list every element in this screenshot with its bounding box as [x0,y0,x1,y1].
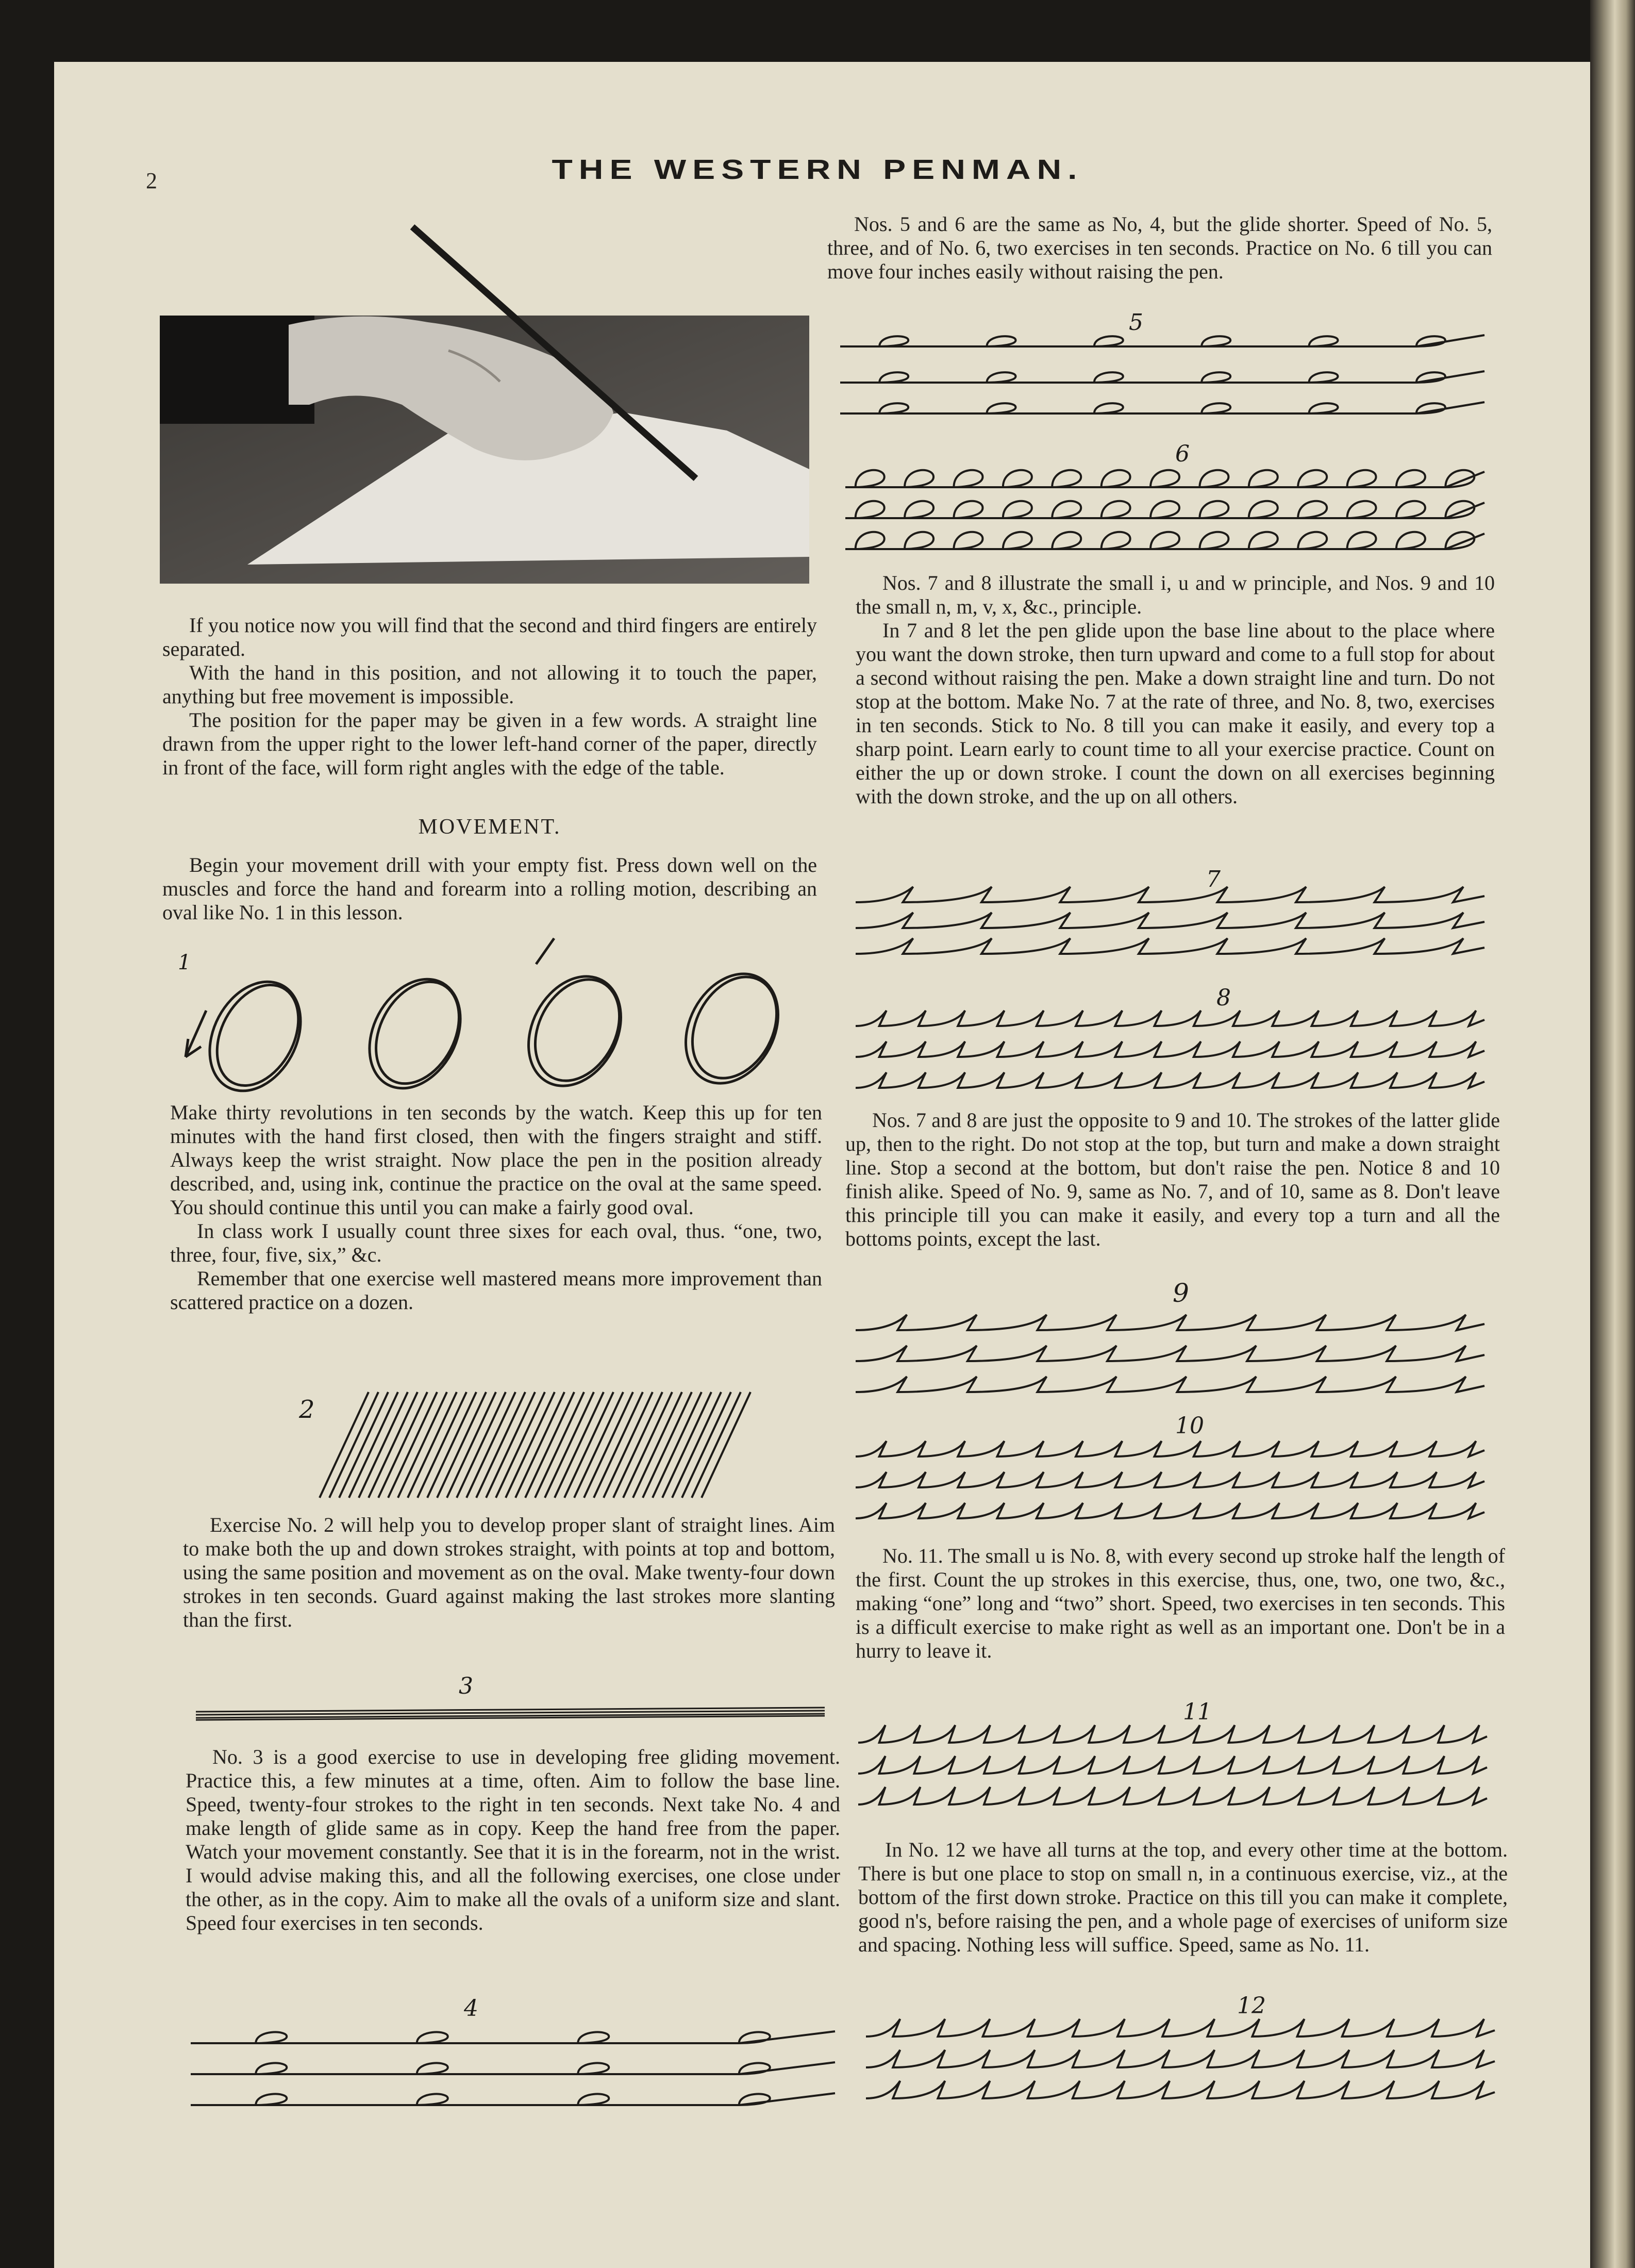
exercise-6-row [845,501,1484,518]
hand-pen-photo [160,227,809,585]
exercise-8-strokes [856,980,1495,1098]
after-ovals-paragraph-2: In class work I usually count three sixes for each oval, thus. “one, two, three, four, five, six,” &c. [170,1219,822,1266]
movement-heading: MOVEMENT. [418,815,561,839]
exercise-10-row [856,1441,1484,1456]
exercise-8-row [856,1011,1484,1026]
no-12-text: In No. 12 we have all turns at the top, and every other time at the bottom. There is but one place to stop on small n, in a continuous exercise, viz., at the bottom of the first down stroke. Practice on this till you can make it complete, good n's, before raising the pen, and a whole page of exercises of uniform size and spacing. Nothing less will suffice. Speed, same as No. 11. [858,1838,1508,1956]
exercise-12-row [866,2081,1495,2098]
page-number: 2 [146,168,157,193]
no-12-paragraph [858,1838,1508,1957]
exercise-2-slant-strokes [289,1387,753,1505]
exercise-11-row [858,1756,1487,1774]
exercise-12-row [866,2019,1495,2037]
exercise-4-row [191,2031,835,2043]
exercise-5-row [840,335,1484,346]
nos-7-8-paragraphs [856,571,1495,808]
exercise-11-label: 11 [1183,1699,1212,1725]
exercise-8-label: 8 [1216,985,1231,1011]
intro-paragraph-1: If you notice now you will find that the second and third fingers are entirely separated. [162,614,817,660]
exercise-6-row [845,470,1484,487]
exercise-2-paragraph [183,1513,835,1632]
exercise-9-row [856,1346,1484,1361]
nos-7-8-text-1: Nos. 7 and 8 illustrate the small i, u and w principle, and Nos. 9 and 10 the small n, m, v, x, &c., principle. [856,571,1495,618]
exercise-5-ovals [840,304,1490,428]
exercise-2-text: Exercise No. 2 will help you to develop proper slant of straight lines. Aim to make both the up and down strokes straight, with points at top and bottom, using the same position and movement as on the oval. Make twenty-four down strokes in ten seconds. Guard against making the last strokes more slanting than the first. [183,1513,835,1631]
exercise-6-ovals [845,441,1490,554]
exercise-12-row [866,2050,1495,2067]
exercise-8-row [856,1041,1484,1057]
exercise-9-row [856,1315,1484,1330]
masthead-title: THE WESTERN PENMAN. [552,153,1083,185]
exercise-11-row [858,1787,1487,1805]
exercise-3-glide-lines [196,1670,830,1727]
exercise-1-ovals [175,933,820,1098]
exercise-9-label: 9 [1173,1278,1189,1308]
exercise-9-row [856,1377,1484,1392]
after-ovals-paragraphs [170,1101,822,1314]
exercise-6-row [845,532,1484,549]
exercise-4-gliding-ovals [191,1995,840,2124]
nos-7-8-opposite-paragraph [845,1108,1500,1251]
exercise-7-strokes [856,861,1495,969]
slant-strokes [320,1392,750,1498]
exercise-10-row [856,1503,1484,1518]
exercise-9-strokes [856,1279,1495,1408]
exercise-7-row [856,887,1484,902]
exercise-10-label: 10 [1175,1413,1204,1439]
after-ovals-paragraph-1: Make thirty revolutions in ten seconds by the watch. Keep this up for ten minutes with the hand first closed, then with the fingers straight and stiff. Always keep the wrist straight. Now place the pen in the position already described, and, using ink, continue the practice on the oval at the same speed. You should continue this until you can make a fairly good oval. [170,1101,822,1219]
exercise-2-label: 2 [299,1395,315,1424]
exercise-3-label: 3 [459,1673,473,1699]
nos-5-6-paragraph [827,212,1492,284]
after-ovals-paragraph-3: Remember that one exercise well mastered means more improvement than scattered practice on a dozen. [170,1267,822,1314]
intro-paragraphs [162,614,817,780]
exercise-11-strokes [858,1696,1503,1815]
no-11-text: No. 11. The small u is No. 8, with every second up stroke half the length of the first. Count the up strokes in this exercise, thus, one, two, one two, &c., making “one” long and “two” short. Speed, two exercises in ten seconds. This is a difficult exercise to make right as well as an important one. Don't be in a hurry to leave it. [856,1544,1505,1662]
exercise-7-row [856,938,1484,954]
exercise-5-label: 5 [1129,309,1143,336]
exercise-10-row [856,1472,1484,1487]
no-11-paragraph [856,1544,1505,1663]
nos-7-8-opposite-text: Nos. 7 and 8 are just the opposite to 9 and 10. The strokes of the latter glide up, then to the right. Do not stop at the top, but turn and make a down straight line. Stop a second at the bottom, but don't raise the pen. Notice 8 and 10 finish alike. Speed of No. 9, same as No. 7, and of 10, same as 8. Don't leave this principle till you can make it easily, and every top a turn and all the bottoms points, except the last. [845,1108,1500,1250]
exercise-1-label: 1 [178,951,191,974]
exercise-7-row [856,913,1484,928]
exercise-5-row [840,402,1484,413]
movement-intro [162,853,817,924]
nos-5-6-text: Nos. 5 and 6 are the same as No, 4, but the glide shorter. Speed of No. 5, three, and of No. 6, two exercises in ten seconds. Practice on No. 6 till you can move four inches easily without raising the pen. [827,212,1492,283]
exercise-7-label: 7 [1206,866,1221,892]
book-binding [1590,0,1635,2268]
exercise-5-row [840,371,1484,383]
exercise-11-row [858,1725,1487,1743]
exercise-4-row [191,2093,835,2105]
exercise-3-text: No. 3 is a good exercise to use in developing free gliding movement. Practice this, a few minutes at a time, often. Aim to follow the base line. Speed, twenty-four strokes to the right in ten seconds. Next take No. 4 and make length of glide same as in copy. Keep the hand free from the paper. Watch your movement constantly. See that it is in the forearm, not in the wrist. I would advise making this, and all the following exercises, one close under the other, as in the copy. Aim to make all the ovals of a uniform size and slant. Speed four exercises in ten seconds. [186,1745,840,1934]
nos-7-8-text-2: In 7 and 8 let the pen glide upon the base line about to the place where you want the down stroke, then turn upward and come to a full stop for about a second without raising the pen. Make a down straight line and turn. Do not stop at the bottom. Make No. 7 at the rate of three, and No. 8, two, exercises in ten seconds. Stick to No. 8 till you can make it easily, and every top a sharp point. Learn early to count time to all your exercise practice. Count on either the up or down stroke. I count the down on all exercises beginning with the down stroke, and the up on all others. [856,619,1495,808]
intro-paragraph-2: With the hand in this position, and not allowing it to touch the paper, anything but free movement is impossible. [162,661,817,708]
exercise-4-label: 4 [464,1995,478,2022]
exercise-6-label: 6 [1175,441,1190,467]
exercise-3-paragraph [186,1745,840,1935]
exercise-12-label: 12 [1237,1993,1266,2019]
intro-paragraph-3: The position for the paper may be given in a few words. A straight line drawn from the upper right to the lower left-hand corner of the paper, directly in front of the face, will form right angles with the edge of the table. [162,708,817,779]
exercise-10-strokes [856,1410,1500,1534]
movement-intro-paragraph: Begin your movement drill with your empty fist. Press down well on the muscles and force the hand and forearm into a rolling motion, describing an oval like No. 1 in this lesson. [162,853,817,924]
exercise-4-row [191,2062,835,2074]
exercise-12-strokes [866,1990,1510,2114]
exercise-8-row [856,1072,1484,1088]
